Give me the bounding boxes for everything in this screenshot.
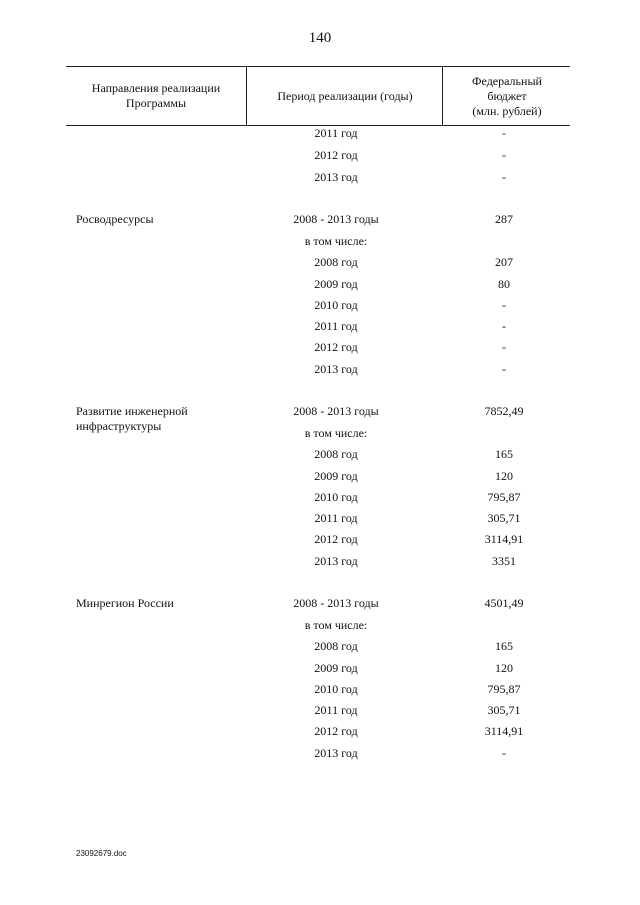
row-budget: - [502,148,506,162]
row-period: 2011 год [314,703,358,717]
row-budget: 305,71 [487,703,521,717]
row-period: 2010 год [314,490,358,504]
table-row [0,447,640,465]
table-header [66,66,570,126]
table-row [0,639,640,657]
row-period: 2012 год [314,724,358,738]
row-period: 2012 год [314,340,358,354]
row-period: 2012 год [314,148,358,162]
row-direction: Росводресурсы [76,212,154,226]
row-budget: 287 [495,212,513,226]
table-row [0,596,640,614]
row-budget: 165 [495,639,513,653]
row-budget: - [502,298,506,312]
row-budget: - [502,340,506,354]
row-budget: - [502,170,506,184]
row-budget: 795,87 [487,490,521,504]
document-filename: 23092679.doc [76,849,127,858]
row-budget: - [502,319,506,333]
row-period: 2008 год [314,447,358,461]
row-period: 2010 год [314,298,358,312]
row-budget: 3114,91 [484,532,524,546]
table-row [0,682,640,700]
table-row [0,340,640,358]
header-period: Период реализации (годы) [246,67,443,125]
table-row [0,724,640,742]
row-budget: 795,87 [487,682,521,696]
row-budget: 3351 [492,554,516,568]
row-budget: 305,71 [487,511,521,525]
row-period: 2009 год [314,277,358,291]
table-row [0,234,640,252]
row-period: 2008 год [314,255,358,269]
table-row [0,426,640,444]
row-period: 2011 год [314,319,358,333]
row-budget: 120 [495,469,513,483]
row-period: 2009 год [314,469,358,483]
row-period: 2013 год [314,170,358,184]
table-row [0,362,640,380]
row-period: 2011 год [314,511,358,525]
row-direction: Развитие инженерной инфраструктуры [76,404,188,433]
row-budget: 3114,91 [484,724,524,738]
table-row [0,319,640,337]
table-row [0,298,640,316]
table-row [0,511,640,529]
row-period: 2012 год [314,532,358,546]
row-period: 2011 год [314,126,358,140]
table-row [0,703,640,721]
row-budget: 207 [495,255,513,269]
header-budget: Федеральный бюджет (млн. рублей) [442,67,571,125]
table-row [0,126,640,144]
row-direction: Минрегион России [76,596,174,610]
row-period: 2008 - 2013 годы [293,212,379,226]
row-period: 2013 год [314,746,358,760]
row-period: 2008 - 2013 годы [293,596,379,610]
table-row [0,255,640,273]
row-budget: - [502,362,506,376]
table-row [0,532,640,550]
row-period: 2009 год [314,661,358,675]
table-row [0,661,640,679]
row-budget: - [502,126,506,140]
row-period: 2013 год [314,362,358,376]
row-budget: 4501,49 [484,596,524,610]
table-row [0,746,640,764]
row-budget: 7852,49 [484,404,524,418]
row-period: в том числе: [304,234,368,248]
row-period: 2010 год [314,682,358,696]
table-row [0,148,640,166]
row-period: в том числе: [304,618,368,632]
row-budget: 165 [495,447,513,461]
table-row [0,469,640,487]
table-row [0,490,640,508]
table-row [0,170,640,188]
row-period: 2008 год [314,639,358,653]
table-row [0,277,640,295]
page-number: 140 [308,30,332,46]
header-direction: Направления реализации Программы [91,81,221,110]
row-budget: 80 [498,277,510,291]
table-row [0,554,640,572]
row-period: 2008 - 2013 годы [293,404,379,418]
row-period: 2013 год [314,554,358,568]
table-row [0,618,640,636]
row-period: в том числе: [304,426,368,440]
row-budget: 120 [495,661,513,675]
row-budget: - [502,746,506,760]
table-row [0,212,640,230]
